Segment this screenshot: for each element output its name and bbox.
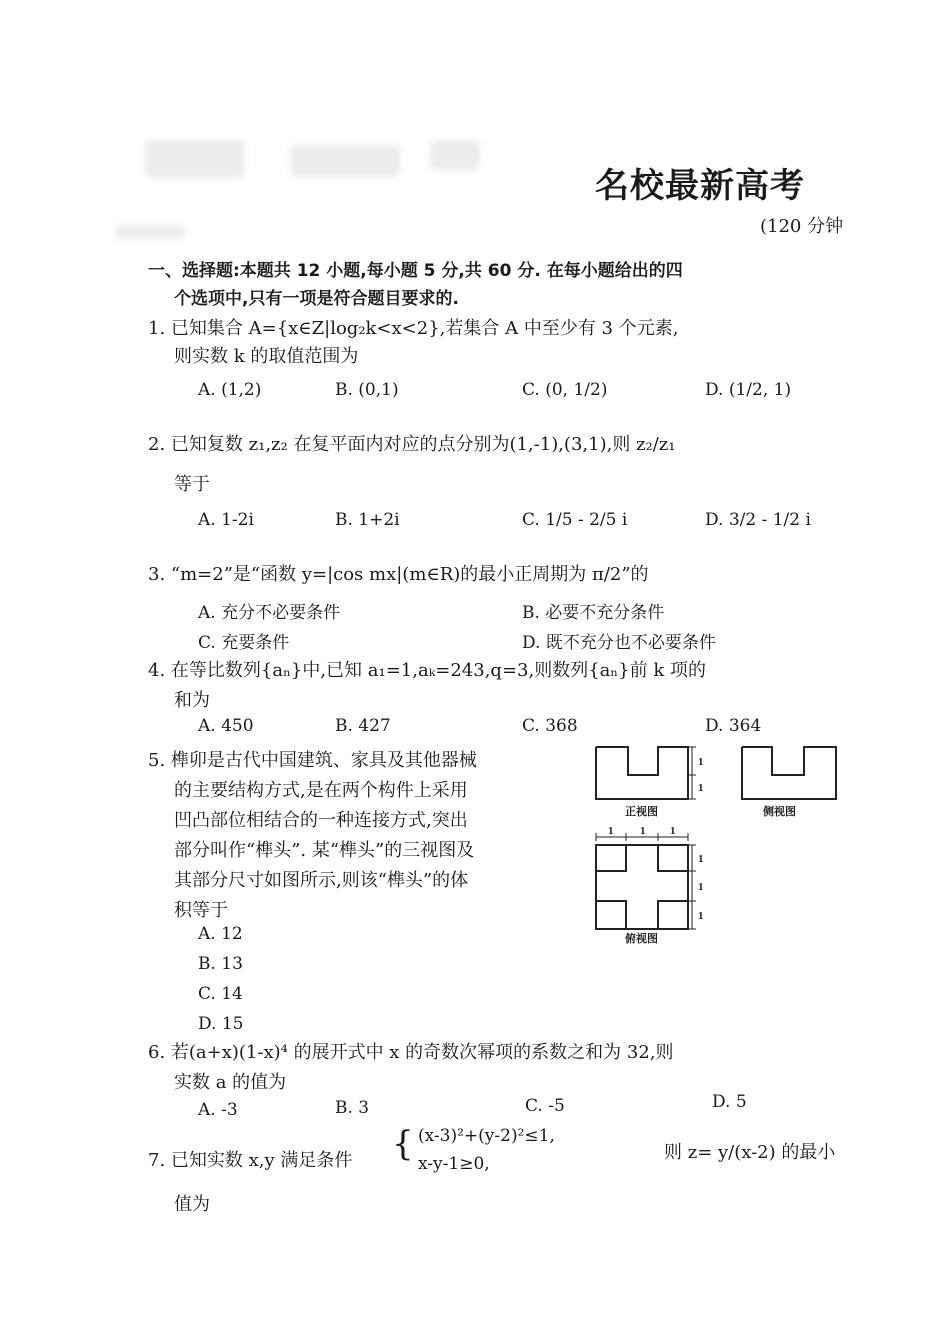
question-5-option-d[interactable]: D. 15 <box>198 1014 244 1034</box>
system-brace: { <box>392 1124 414 1164</box>
question-4-line2: 和为 <box>174 690 210 711</box>
question-5-option-a[interactable]: A. 12 <box>198 924 243 944</box>
dim-label: 1 <box>698 756 704 768</box>
scan-smudge <box>145 140 245 178</box>
question-4-option-d[interactable]: D. 364 <box>705 716 762 736</box>
question-2-line1: 2. 已知复数 z₁,z₂ 在复平面内对应的点分别为(1,-1),(3,1),则 z₂/z₁ <box>148 434 676 455</box>
dim-label: 1 <box>698 910 704 922</box>
top-view-outline <box>596 845 688 929</box>
question-3-option-c[interactable]: C. 充要条件 <box>198 633 290 653</box>
question-4-line1: 4. 在等比数列{aₙ}中,已知 a₁=1,aₖ=243,q=3,则数列{aₙ}前 k 项的 <box>148 660 706 681</box>
question-7-target: 则 z= y/(x-2) 的最小 <box>664 1142 836 1163</box>
question-1-option-c[interactable]: C. (0, 1/2) <box>522 380 608 400</box>
front-view-label: 正视图 <box>625 805 658 818</box>
dim-label: 1 <box>698 881 704 893</box>
question-5-option-c[interactable]: C. 14 <box>198 984 243 1004</box>
question-7-line-end: 值为 <box>174 1194 210 1215</box>
question-6-line2: 实数 a 的值为 <box>174 1072 287 1093</box>
question-2-line2: 等于 <box>174 474 210 495</box>
question-3-option-d[interactable]: D. 既不充分也不必要条件 <box>522 633 716 653</box>
question-5-line6: 积等于 <box>174 900 228 921</box>
dim-label: 1 <box>608 825 614 837</box>
dim-label: 1 <box>698 782 704 794</box>
question-2-option-a[interactable]: A. 1-2i <box>198 510 254 530</box>
question-1-line2: 则实数 k 的取值范围为 <box>174 346 359 367</box>
dim-label: 1 <box>640 825 646 837</box>
question-5-line4: 部分叫作“榫头”. 某“榫头”的三视图及 <box>174 840 475 861</box>
dim-label: 1 <box>670 825 676 837</box>
question-2-option-c[interactable]: C. 1/5 - 2/5 i <box>522 510 628 530</box>
question-3-line1: 3. “m=2”是“函数 y=|cos mx|(m∈R)的最小正周期为 π/2”的 <box>148 564 649 585</box>
page-title: 名校最新高考 <box>595 166 805 206</box>
dim-label: 1 <box>698 853 704 865</box>
question-1-line1: 1. 已知集合 A={x∈Z|log₂k<x<2},若集合 A 中至少有 3 个元素, <box>148 318 679 339</box>
question-4-option-b[interactable]: B. 427 <box>335 716 391 736</box>
scan-smudge <box>115 225 185 239</box>
question-5-line3: 凹凸部位相结合的一种连接方式,突出 <box>174 810 468 831</box>
question-2-option-b[interactable]: B. 1+2i <box>335 510 400 530</box>
question-6-line1: 6. 若(a+x)(1-x)⁴ 的展开式中 x 的奇数次幂项的系数之和为 32,则 <box>148 1042 674 1063</box>
question-4-option-a[interactable]: A. 450 <box>198 716 254 736</box>
question-7-intro: 7. 已知实数 x,y 满足条件 <box>148 1150 353 1171</box>
question-3-option-b[interactable]: B. 必要不充分条件 <box>522 603 665 623</box>
question-5-line2: 的主要结构方式,是在两个构件上采用 <box>174 780 468 801</box>
question-6-option-d[interactable]: D. 5 <box>712 1092 747 1112</box>
question-1-option-a[interactable]: A. (1,2) <box>198 380 262 400</box>
question-7-condition-2: x-y-1≥0, <box>418 1154 490 1174</box>
side-view-outline <box>742 747 836 799</box>
section-heading-line1: 一、选择题:本题共 12 小题,每小题 5 分,共 60 分. 在每小题给出的四 <box>148 261 683 281</box>
question-5-line5: 其部分尺寸如图所示,则该“榫头”的体 <box>174 870 469 891</box>
scan-smudge <box>430 140 480 170</box>
top-view-label: 俯视图 <box>625 932 658 945</box>
question-7-condition-1: (x-3)²+(y-2)²≤1, <box>418 1126 555 1146</box>
question-4-option-c[interactable]: C. 368 <box>522 716 578 736</box>
front-view-outline <box>596 747 688 799</box>
section-heading-line2: 个选项中,只有一项是符合题目要求的. <box>174 289 459 309</box>
question-6-option-c[interactable]: C. -5 <box>525 1096 565 1116</box>
question-3-option-a[interactable]: A. 充分不必要条件 <box>198 603 341 623</box>
question-2-option-d[interactable]: D. 3/2 - 1/2 i <box>705 510 811 530</box>
exam-duration: (120 分钟 <box>760 216 844 237</box>
question-1-option-d[interactable]: D. (1/2, 1) <box>705 380 792 400</box>
question-6-option-b[interactable]: B. 3 <box>335 1098 370 1118</box>
question-6-option-a[interactable]: A. -3 <box>198 1100 238 1120</box>
question-5-line1: 5. 榫卯是古代中国建筑、家具及其他器械 <box>148 750 477 771</box>
question-1-option-b[interactable]: B. (0,1) <box>335 380 399 400</box>
tenon-three-views-figure <box>590 745 845 950</box>
question-5-option-b[interactable]: B. 13 <box>198 954 243 974</box>
side-view-label: 侧视图 <box>763 805 796 818</box>
scan-smudge <box>290 145 400 177</box>
